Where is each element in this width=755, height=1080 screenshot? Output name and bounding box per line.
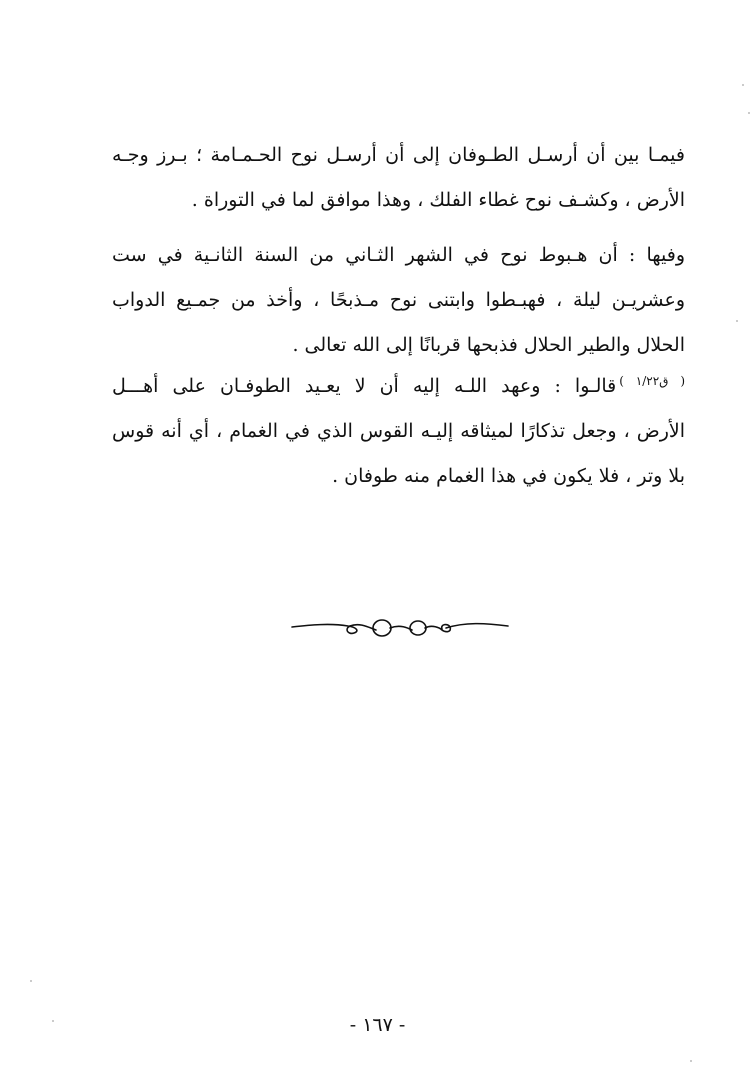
paragraph-line-text: قالـوا : وعهد اللـه إليه أن لا يعـيد الطوفـان على أهـــل bbox=[112, 375, 617, 397]
paragraph-line: وفيها : أن هـبوط نوح في الشهر الثـاني من السنة الثانـية في ست bbox=[112, 244, 685, 266]
paragraph-3 bbox=[112, 364, 685, 499]
paragraph-line: الأرض ، وجعل تذكارًا لميثاقه إليـه القوس الذي في الغمام ، أي أنه قوس bbox=[112, 420, 685, 442]
manuscript-reference: ( ق١/٢٢ ) bbox=[619, 373, 686, 388]
paragraph-line: الأرض ، وكشـف نوح غطاء الفلك ، وهذا موافق لما في التوراة . bbox=[191, 189, 685, 211]
paragraph-2 bbox=[112, 233, 685, 368]
paragraph-line: وعشريـن ليلة ، فهبـطوا وابتنى نوح مـذبحًا ، وأخذ من جمـيع الدواب bbox=[112, 289, 685, 311]
scan-speck bbox=[52, 1020, 54, 1022]
scan-speck bbox=[736, 320, 738, 322]
scan-speck bbox=[748, 112, 750, 114]
scroll-flourish-icon bbox=[290, 606, 510, 646]
scan-speck bbox=[30, 980, 32, 982]
page-number: - ١٦٧ - bbox=[349, 1014, 406, 1036]
scan-speck bbox=[742, 84, 744, 86]
paragraph-1 bbox=[112, 133, 685, 223]
paragraph-line: الحلال والطير الحلال فذبحها قربانًا إلى الله تعالى . bbox=[292, 334, 685, 356]
paragraph-line: فيمـا بين أن أرسـل الطـوفان إلى أن أرسـل نوح الحـمـامة ؛ بـرز وجـه bbox=[112, 144, 685, 166]
paragraph-line-with-reference bbox=[112, 364, 685, 409]
paragraph-line: بلا وتر ، فلا يكون في هذا الغمام منه طوفان . bbox=[332, 465, 685, 487]
scan-speck bbox=[690, 1060, 692, 1062]
